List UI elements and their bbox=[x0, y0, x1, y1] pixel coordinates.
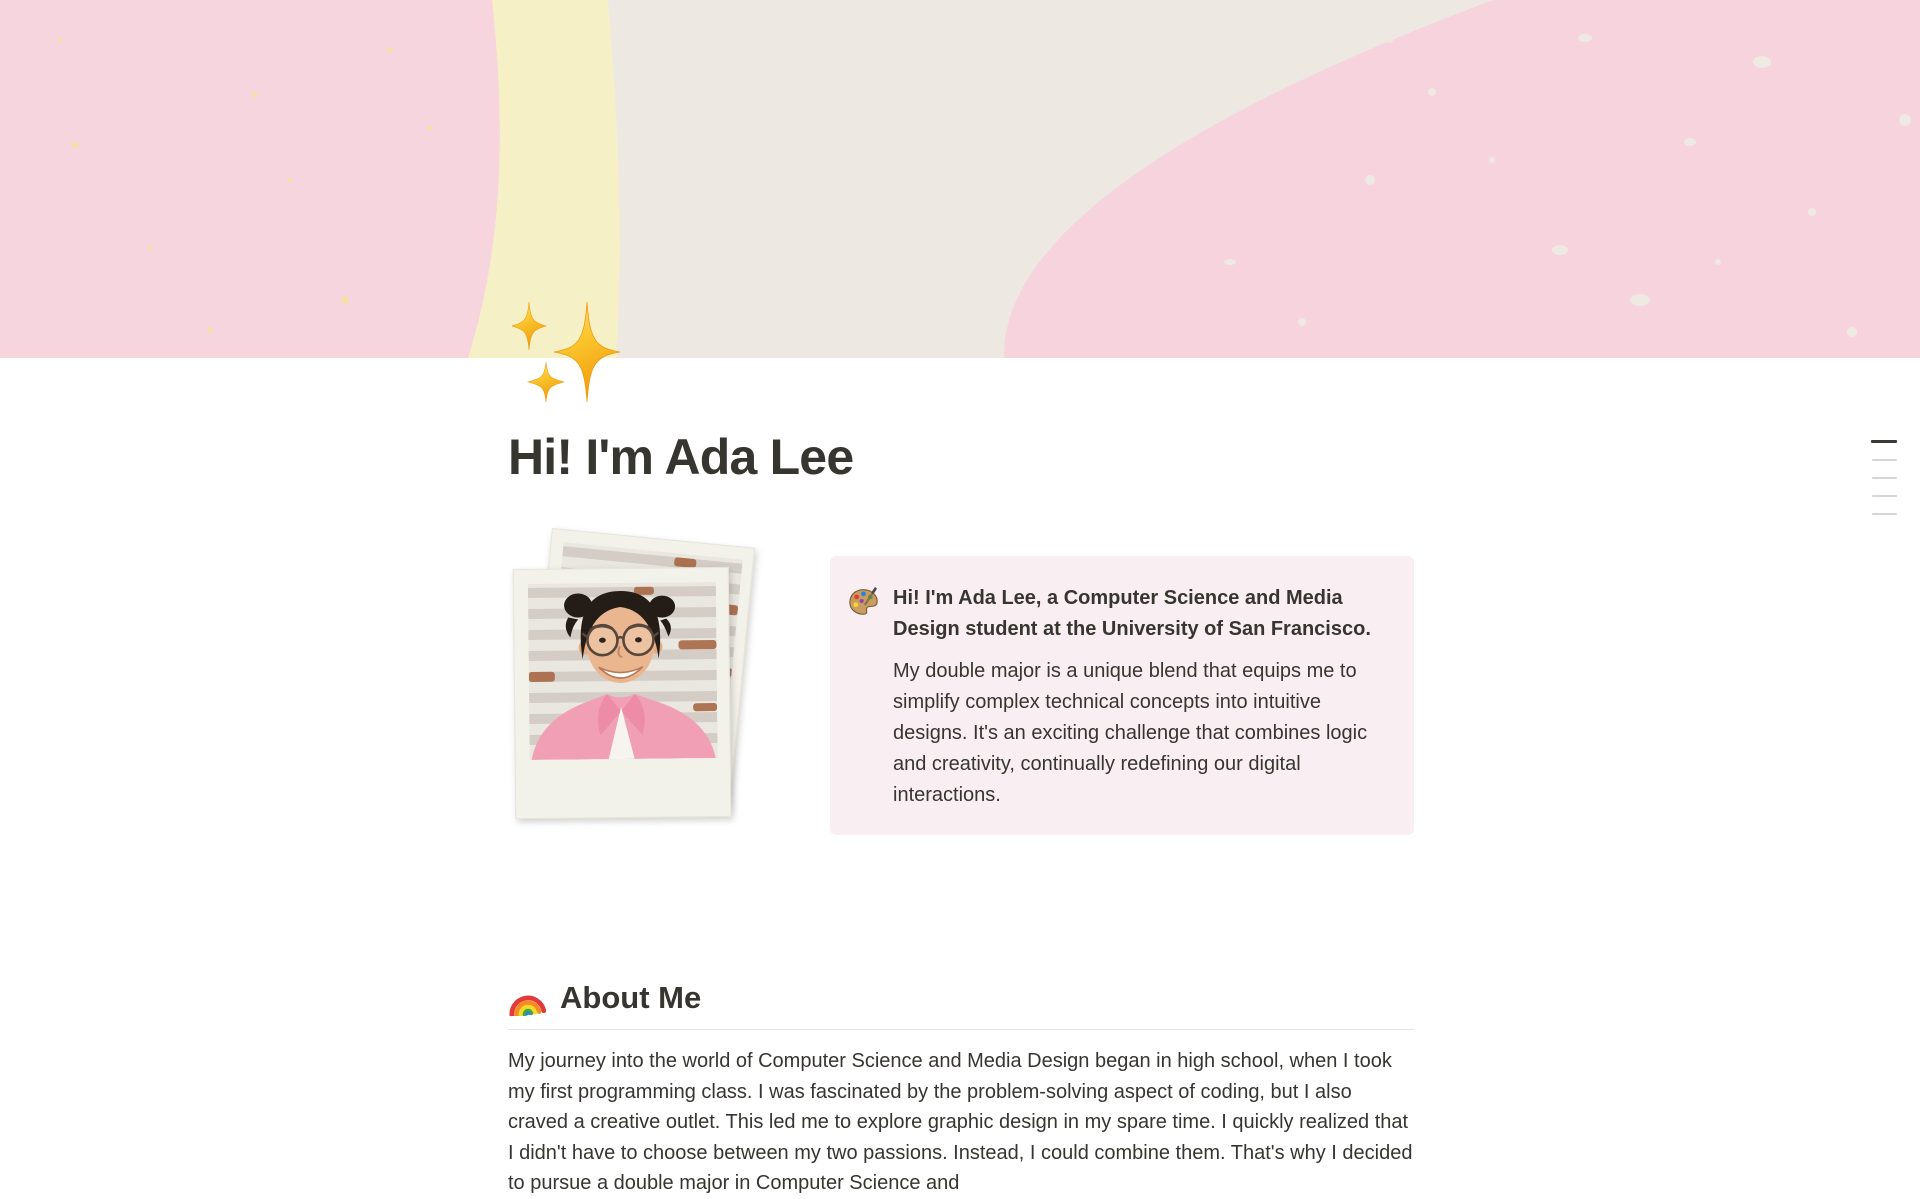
table-of-contents-indicator[interactable] bbox=[1871, 440, 1897, 515]
banner-artwork bbox=[0, 0, 1920, 358]
intro-callout[interactable] bbox=[830, 556, 1414, 835]
page-cover-banner[interactable] bbox=[0, 0, 1920, 358]
callout-body-text: My double major is a unique blend that equips me to simplify complex technical concepts into intuitive designs. It's an exciting challenge that combines logic and creativity, continually redefining our digital interactions. bbox=[893, 660, 1368, 806]
toc-line-active[interactable] bbox=[1871, 440, 1897, 443]
polaroid-front-photo bbox=[528, 582, 718, 760]
about-paragraph: My journey into the world of Computer Science and Media Design began in high school, when I took my first programming class. I was fascinated by the problem-solving aspect of coding, but I also craved a creative outlet. This led me to explore graphic design in my spare time. I quickly realized that I didn't have to choose between my two passions. Instead, I could combine them. That's why I decided to pursue a double major in Computer Science and bbox=[508, 1050, 1413, 1194]
page-icon[interactable] bbox=[512, 297, 624, 409]
rainbow-icon bbox=[508, 978, 548, 1016]
sparkles-icon bbox=[512, 297, 624, 409]
about-section bbox=[508, 980, 1414, 1199]
page-title[interactable]: Hi! I'm Ada Lee bbox=[508, 429, 854, 485]
about-heading[interactable] bbox=[508, 980, 1414, 1016]
toc-line[interactable] bbox=[1872, 477, 1897, 479]
polaroid-front bbox=[513, 567, 732, 819]
toc-line[interactable] bbox=[1872, 459, 1897, 461]
about-heading-text: About Me bbox=[560, 980, 702, 1015]
profile-photo-polaroid[interactable] bbox=[514, 522, 776, 834]
toc-line[interactable] bbox=[1872, 495, 1897, 497]
palette-icon bbox=[848, 586, 879, 617]
toc-line[interactable] bbox=[1872, 513, 1897, 515]
section-divider bbox=[508, 1029, 1414, 1030]
callout-bold-text: Hi! I'm Ada Lee, a Computer Science and Media Design student at the University of San Francisco. bbox=[893, 587, 1371, 640]
